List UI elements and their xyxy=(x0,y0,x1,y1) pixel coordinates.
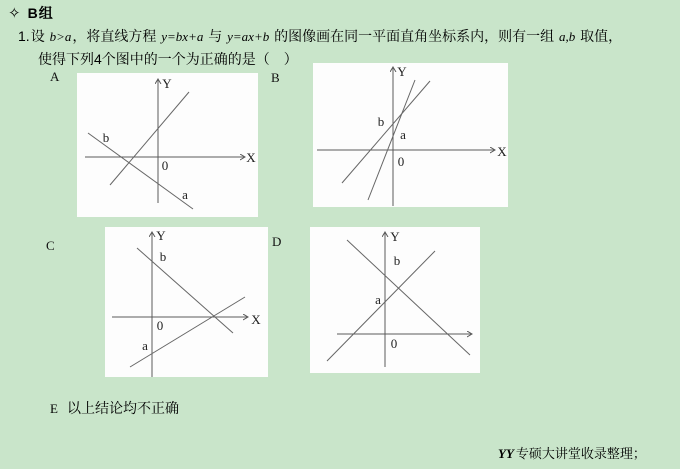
figure-B xyxy=(313,63,508,207)
y-axis-label: Y xyxy=(162,76,172,91)
text-segment-cn: 设 xyxy=(30,28,49,44)
option-e-label: E xyxy=(50,401,58,416)
group-title: B组 xyxy=(27,5,54,21)
line-label-a: a xyxy=(375,292,381,307)
problem-statement-line2: 使得下列4个图中的一个为正确的是（ ） xyxy=(38,51,298,67)
text-segment-math: a,b xyxy=(559,29,576,44)
origin-label: 0 xyxy=(390,336,398,351)
text-segment-math: y=ax+b xyxy=(227,29,270,44)
origin-label: 0 xyxy=(397,154,405,169)
line-negative-slope xyxy=(137,248,233,333)
problem-text-line1 xyxy=(31,28,622,44)
origin-label: 0 xyxy=(156,318,164,333)
line-label-b: b xyxy=(159,249,167,264)
line-label-a: a xyxy=(182,187,188,202)
y-axis-label: Y xyxy=(156,228,166,243)
x-axis-label: X xyxy=(251,312,261,327)
y-axis-label: Y xyxy=(390,229,400,244)
line-negative-slope xyxy=(347,240,470,355)
option-letter-A: A xyxy=(50,69,60,84)
figure-A xyxy=(77,73,258,217)
figure-C-canvas xyxy=(105,227,268,377)
text-segment-cn: 取值， xyxy=(576,28,623,44)
line-positive-slope xyxy=(110,92,189,185)
line-positive-slope xyxy=(130,297,245,367)
line-positive-slope xyxy=(327,251,435,361)
line-shallow-slope xyxy=(342,81,430,183)
option-letter-B: B xyxy=(271,70,280,85)
figure-D xyxy=(310,227,480,373)
x-axis-label: X xyxy=(497,144,507,159)
line-label-b: b xyxy=(393,253,401,268)
line-label-b: b xyxy=(377,114,385,129)
option-letter-C: C xyxy=(46,238,55,253)
y-axis-label: Y xyxy=(397,64,407,79)
line-label-b: b xyxy=(102,130,110,145)
group-header xyxy=(8,3,54,23)
option-e-text: 以上结论均不正确 xyxy=(66,400,179,416)
figure-A-canvas xyxy=(77,73,258,217)
figure-B-canvas xyxy=(313,63,508,207)
line-steep-slope xyxy=(368,80,415,200)
text-segment-math: y=bx+a xyxy=(161,29,204,44)
line-label-a: a xyxy=(400,127,406,142)
text-segment-math: b>a xyxy=(49,29,72,44)
problem-number: 1. xyxy=(18,28,30,44)
problem-statement-line1 xyxy=(18,26,622,46)
text-segment-cn: 的图像画在同一平面直角坐标系内，则有一组 xyxy=(270,28,558,44)
figure-D-canvas xyxy=(310,227,480,373)
origin-label: 0 xyxy=(161,158,169,173)
text-segment-cn: ，将直线方程 xyxy=(72,28,161,44)
figure-C xyxy=(105,227,268,377)
option-e xyxy=(50,398,179,418)
x-axis-label: X xyxy=(246,150,256,165)
option-letter-D: D xyxy=(272,234,282,249)
text-segment-cn: 与 xyxy=(204,28,227,44)
diamond-bullet-icon: ✧ xyxy=(8,4,21,22)
footer-credit-prefix: YY xyxy=(498,446,514,461)
line-label-a: a xyxy=(142,338,148,353)
footer-credit xyxy=(498,443,646,462)
footer-credit-text: 专硕大讲堂收录整理； xyxy=(515,446,646,461)
